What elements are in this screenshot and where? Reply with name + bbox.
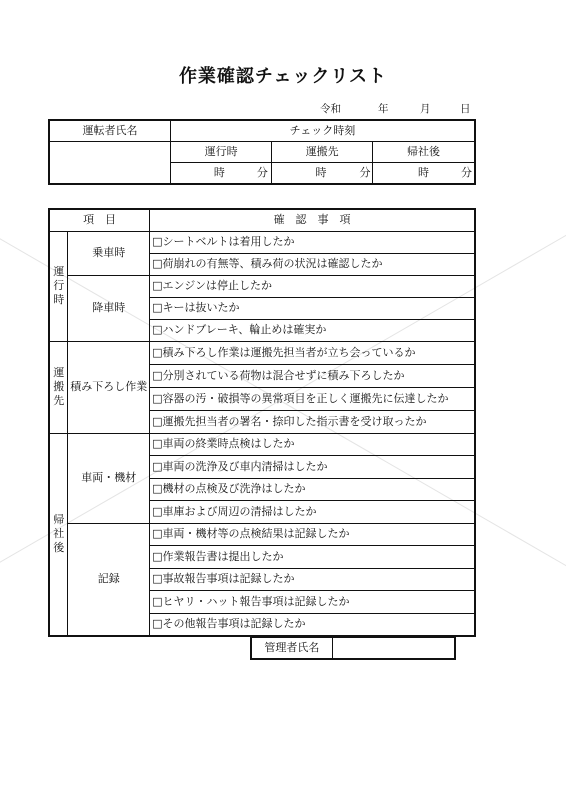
checkbox-icon[interactable]: □ [152,527,163,541]
checkbox-icon[interactable]: □ [152,235,163,249]
checkbox-icon[interactable]: □ [152,391,163,405]
page-title: 作業確認チェックリスト [178,66,388,87]
section-label-operation: 運 行 時 [49,231,68,341]
checkbox-icon[interactable]: □ [152,459,163,473]
group-label: 乗車時 [68,231,150,275]
checklist-item-text: 荷崩れの有無等、積み荷の状況は確認したか [162,257,383,271]
checklist-item[interactable] [150,546,475,569]
checkbox-icon[interactable]: □ [152,482,163,496]
checklist-item-text: 容器の汚・破損等の異常項目を正しく運搬先に伝達したか [162,391,449,405]
time-field-return[interactable] [372,162,475,184]
checklist-item-text: 車両の終業時点検はしたか [162,437,295,451]
section-label-return: 帰 社 後 [49,433,68,636]
checkbox-icon[interactable]: □ [152,414,163,428]
checklist-item[interactable] [150,433,475,456]
hour-label: 時 [315,165,327,179]
group-label: 記録 [68,523,150,636]
checklist-item-text: 車両・機材等の点検結果は記録したか [162,527,350,541]
date-era: 令和 [320,103,341,115]
checklist-item-text: 事故報告事項は記録したか [162,572,295,586]
driver-name-field[interactable] [49,141,170,184]
checklist-item[interactable] [150,231,475,253]
time-field-destination[interactable] [272,162,373,184]
checkbox-icon[interactable]: □ [152,301,163,315]
checkbox-icon[interactable]: □ [152,594,163,608]
checkbox-icon[interactable]: □ [152,549,163,563]
checklist-item-text: ハンドブレーキ、輪止めは確実か [162,323,327,337]
checkbox-icon[interactable]: □ [152,437,163,451]
checklist-item[interactable] [150,456,475,479]
checklist-item[interactable] [150,568,475,591]
hour-label: 時 [417,165,429,179]
checkbox-icon[interactable]: □ [152,617,163,631]
checklist-item[interactable] [150,478,475,501]
hour-label: 時 [213,165,225,179]
checkbox-icon[interactable]: □ [152,323,163,337]
minute-label: 分 [359,165,371,179]
group-label: 積み下ろし作業 [68,341,150,433]
checklist-item-text: 車両の洗浄及び車内清掃はしたか [162,459,328,473]
checklist-item-text: エンジンは停止したか [162,279,272,293]
checkbox-icon[interactable]: □ [152,572,163,586]
manager-name-label: 管理者氏名 [251,637,332,659]
minute-label: 分 [256,165,268,179]
group-label: 車両・機材 [68,433,150,523]
check-time-label: チェック時刻 [170,120,475,141]
checklist-item[interactable] [150,613,475,636]
driver-name-label: 運転者氏名 [49,120,170,141]
checkbox-icon[interactable]: □ [152,279,163,293]
section-label-destination: 運 搬 先 [49,341,68,433]
column-header-destination: 運搬先 [272,141,373,162]
checklist-item-text: ヒヤリ・ハット報告事項は記録したか [162,594,350,608]
checkbox-icon[interactable]: □ [152,368,163,382]
checklist-item-text: 車庫および周辺の清掃はしたか [162,504,317,518]
checklist-item[interactable] [150,591,475,614]
checklist-item-text: 機材の点検及び洗浄はしたか [162,482,306,496]
date-month: 月 [420,103,431,115]
checklist-table [48,208,476,637]
group-label: 降車時 [68,275,150,341]
checklist-item[interactable] [150,253,475,275]
checkbox-icon[interactable]: □ [152,504,163,518]
item-header: 項 目 [49,209,150,231]
header-table [48,119,476,185]
checklist-item[interactable] [150,410,475,433]
checkbox-icon[interactable]: □ [152,345,163,359]
confirm-header: 確 認 事 項 [150,209,475,231]
checklist-item-text: 積み下ろし作業は運搬先担当者が立ち会っているか [162,345,416,359]
checklist-item-text: キーは抜いたか [162,301,240,315]
checklist-item[interactable] [150,501,475,524]
manager-table [250,636,456,660]
column-header-return: 帰社後 [372,141,475,162]
date-year: 年 [378,103,389,115]
checklist-item[interactable] [150,341,475,364]
column-header-operation: 運行時 [170,141,272,162]
checklist-item[interactable] [150,523,475,546]
checklist-item-text: シートベルトは着用したか [162,235,295,249]
checklist-item[interactable] [150,387,475,410]
checklist-item-text: 分別されている荷物は混合せずに積み下ろしたか [162,368,405,382]
checklist-item[interactable] [150,297,475,319]
checklist-item-text: その他報告事項は記録したか [162,617,306,631]
manager-name-field[interactable] [332,637,455,659]
checklist-item[interactable] [150,319,475,341]
minute-label: 分 [460,165,472,179]
checklist-item[interactable] [150,275,475,297]
checklist-item-text: 運搬先担当者の署名・捺印した指示書を受け取ったか [162,414,427,428]
checklist-item[interactable] [150,364,475,387]
date-day: 日 [460,103,471,115]
checklist-item-text: 作業報告書は提出したか [162,549,284,563]
time-field-operation[interactable] [170,162,272,184]
checkbox-icon[interactable]: □ [152,257,163,271]
